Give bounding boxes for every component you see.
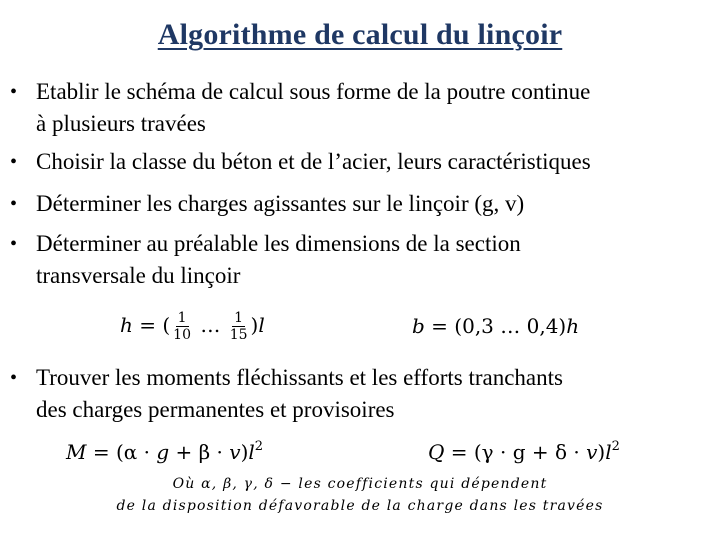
bullet-dot: •	[10, 233, 18, 255]
bullet-text	[36, 228, 716, 292]
bullet-item-2	[10, 146, 716, 178]
bullet-line: Déterminer au préalable les dimensions de la section	[36, 231, 521, 256]
bullet-line: des charges permanentes et provisoires	[36, 397, 395, 422]
formula-var: v	[229, 440, 241, 464]
formula-part: + β ·	[169, 440, 230, 464]
formula-var: h	[566, 314, 580, 338]
formula-exponent: 2	[611, 439, 620, 454]
formula-part: …	[194, 313, 227, 337]
formula-var: l	[258, 313, 265, 337]
fraction-numerator: 1	[234, 310, 244, 326]
bullet-item-5	[10, 362, 716, 426]
formula-part: = (α ·	[86, 440, 157, 464]
bullet-line: à plusieurs travées	[36, 111, 206, 136]
page-title-text: Algorithme de calcul du linçoir	[157, 18, 563, 51]
bullet-dot: •	[10, 367, 18, 389]
bullet-line: Trouver les moments fléchissants et les efforts tranchants	[36, 365, 563, 390]
formula-var: Q	[428, 440, 445, 464]
fraction-1-10	[171, 310, 193, 343]
formula-part: = (γ · g + δ ·	[444, 440, 587, 464]
coefficient-note-line-1: Où α, β, γ, δ − les coefficients qui dépendent	[172, 476, 548, 492]
fraction-1-15	[228, 310, 250, 343]
formula-exponent: 2	[254, 439, 264, 454]
bullet-item-3	[10, 188, 716, 220]
formula-b	[412, 314, 579, 338]
formula-var: g	[156, 440, 170, 464]
formula-part: = (	[132, 313, 171, 337]
formula-shear	[428, 440, 620, 464]
bullet-line: Etablir le schéma de calcul sous forme de la poutre continue	[36, 79, 591, 104]
formula-var: l	[248, 440, 255, 464]
fraction-denominator: 15	[229, 327, 248, 343]
formula-var: v	[586, 440, 598, 464]
formula-h	[120, 310, 265, 343]
bullet-line: transversale du linçoir	[36, 263, 241, 288]
fraction-numerator: 1	[177, 310, 187, 326]
bullet-dot: •	[10, 193, 18, 215]
bullet-text	[36, 362, 716, 426]
formula-part: )	[597, 440, 606, 464]
formula-part: )	[240, 440, 249, 464]
fraction-denominator: 10	[173, 327, 191, 343]
bullet-text: Choisir la classe du béton et de l’acier, leurs caractéristiques	[36, 149, 591, 174]
formula-var: M	[66, 440, 87, 464]
bullet-text: Déterminer les charges agissantes sur le linçoir (g, v)	[36, 191, 525, 216]
bullet-dot: •	[10, 81, 18, 103]
page-title	[0, 18, 720, 52]
formula-var: h	[120, 313, 133, 337]
formula-var: l	[605, 440, 612, 464]
bullet-text	[36, 76, 716, 140]
coefficient-note-line-2: de la disposition défavorable de la charge dans les travées	[116, 498, 604, 514]
bullet-item-1	[10, 76, 716, 140]
formula-moment	[66, 440, 263, 464]
formula-var: b	[412, 314, 425, 338]
formula-part: )	[250, 313, 259, 337]
formula-part: = (0,3 … 0,4)	[424, 314, 567, 338]
bullet-dot: •	[10, 151, 18, 173]
bullet-item-4	[10, 228, 716, 292]
